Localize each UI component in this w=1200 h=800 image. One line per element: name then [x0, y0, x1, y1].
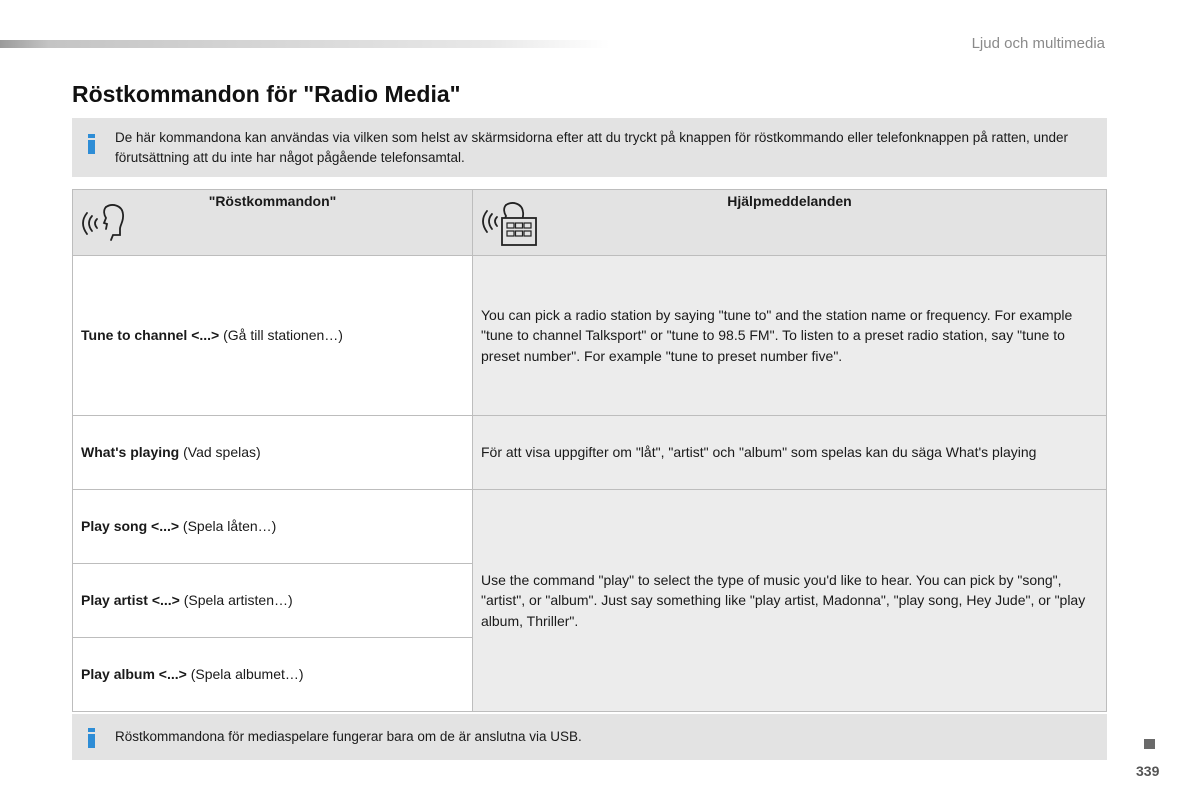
voice-commands-table: [72, 189, 1107, 712]
column-header-help: [473, 190, 1107, 256]
page-corner-marker: [1144, 739, 1155, 749]
table-row: [73, 416, 1107, 490]
table-row: [73, 256, 1107, 416]
command-translation: (Spela albumet…): [186, 666, 304, 683]
column-header-label: Hjälpmeddelanden: [727, 193, 852, 209]
info-icon: [88, 134, 95, 154]
command-cell: [73, 416, 473, 490]
info-note-text: De här kommandona kan användas via vilken som helst av skärmsidorna efter att du tryckt på knappen för röstkommando eller telefonknappen på ratten, under förutsättning att du inte har något pågående telefonsamtal.: [115, 130, 1069, 165]
command-cell: [73, 256, 473, 416]
table-row: [73, 490, 1107, 564]
column-header-commands: [73, 190, 473, 256]
command-translation: (Vad spelas): [179, 444, 261, 461]
help-message-cell: Use the command "play" to select the type of music you'd like to hear. You can pick by "song", "artist", or "album". Just say something like "play artist, Madonna", "play song, Hey Jude", or "play album, Thriller".: [473, 490, 1107, 712]
info-note-bottom: [72, 714, 1107, 760]
header-gradient-bar: [0, 40, 610, 48]
info-icon: [88, 728, 95, 748]
page-title: Röstkommandon för "Radio Media": [72, 81, 461, 107]
page-number: 339: [1136, 763, 1160, 779]
voice-help-screen-icon: [482, 201, 542, 249]
column-header-label: "Röstkommandon": [208, 193, 337, 209]
command-text: Tune to channel <...>: [81, 327, 220, 344]
voice-command-icon: [82, 201, 126, 243]
command-translation: (Spela låten…): [179, 518, 277, 535]
command-text: Play artist <...>: [81, 592, 180, 609]
command-text: Play album <...>: [81, 666, 187, 683]
table-header-row: [73, 190, 1107, 256]
command-cell: [73, 638, 473, 712]
section-label: Ljud och multimedia: [971, 35, 1105, 52]
command-translation: (Gå till stationen…): [219, 327, 343, 344]
help-message-cell: You can pick a radio station by saying "tune to" and the station name or frequency. For example "tune to channel Talksport" or "tune to 98.5 FM". To listen to a preset radio station, say "tune to preset number". For example "tune to preset number five".: [473, 256, 1107, 416]
command-cell: [73, 490, 473, 564]
info-note-top: [72, 118, 1107, 177]
command-text: What's playing: [81, 444, 180, 461]
command-cell: [73, 564, 473, 638]
help-message-cell: För att visa uppgifter om "låt", "artist" och "album" som spelas kan du säga What's playing: [473, 416, 1107, 490]
command-translation: (Spela artisten…): [179, 592, 293, 609]
info-note-text: Röstkommandona för mediaspelare fungerar bara om de är anslutna via USB.: [115, 729, 582, 744]
command-text: Play song <...>: [81, 518, 180, 535]
